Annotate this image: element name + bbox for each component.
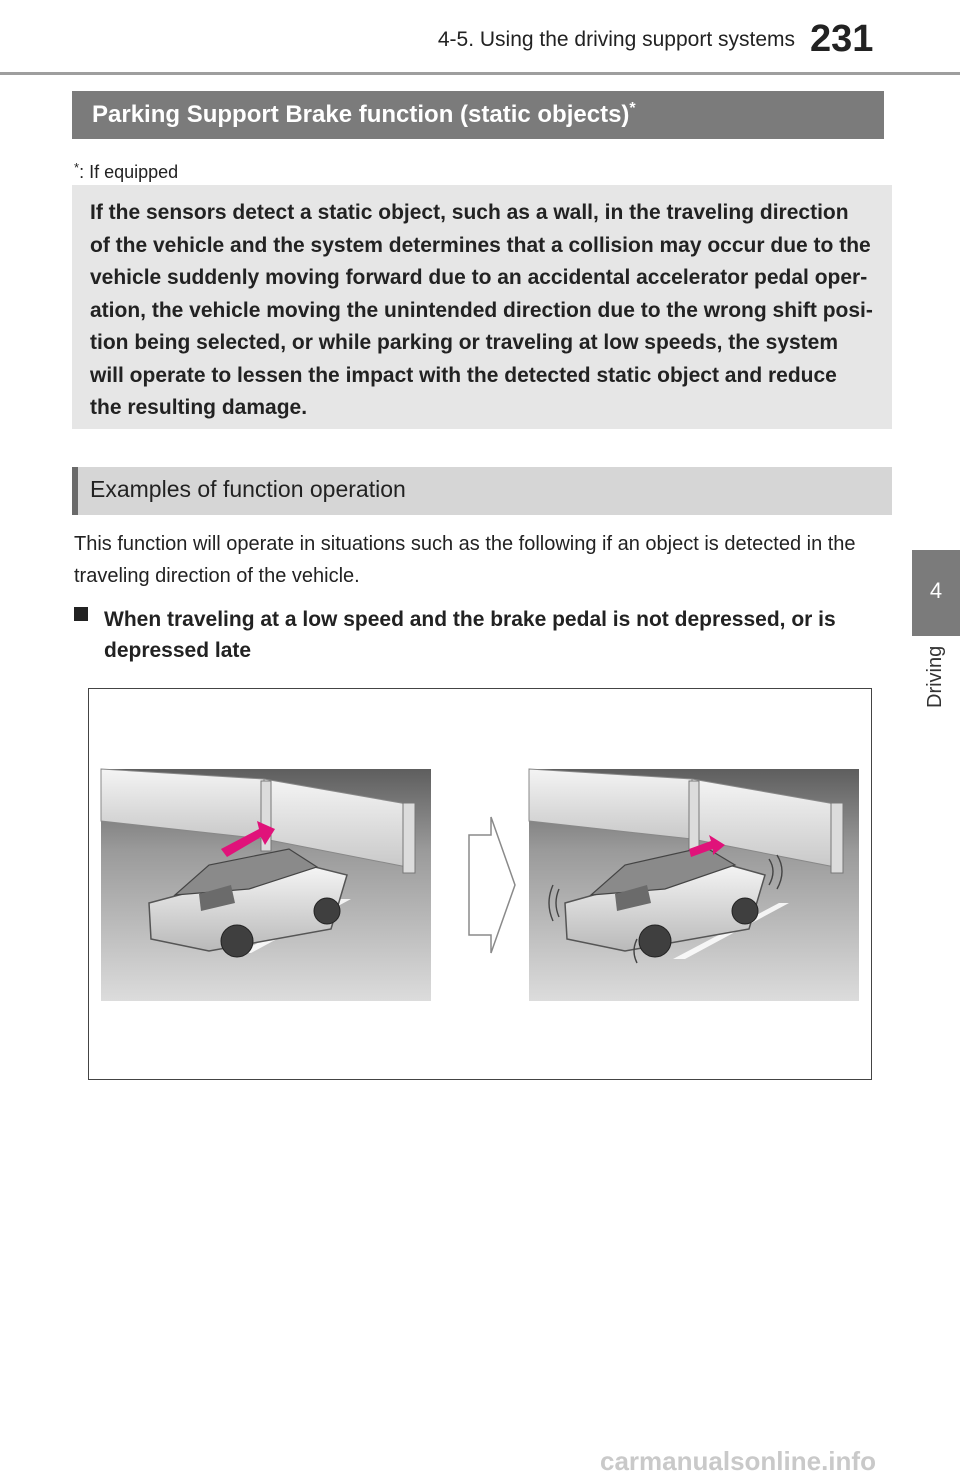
footnote-text: : If equipped — [79, 162, 179, 182]
footnote-asterisk: * — [74, 160, 80, 175]
body-paragraph: This function will operate in situations such as the following if an object is detected in the traveling direction of the vehicle. — [74, 533, 856, 587]
chapter-number: 4 — [929, 578, 943, 603]
footnote-mark: * — [629, 100, 636, 117]
subheading-bar — [72, 467, 892, 515]
illustration-frame — [88, 688, 872, 1080]
page-number: 231 — [810, 18, 874, 60]
header-rule — [0, 72, 960, 75]
intro-text: If the sensors detect a static object, such as a wall, in the traveling direction of the vehicle and the system determines that a collision may occur due to the vehicle suddenly moving forward due to an accidental accelerator pedal oper-ation, the vehicle moving the unintended direction due to the wrong shift posi-tion being selected, or while parking or traveling at low speeds, the system will operate to lessen the impact with the detected static object and reduce the resulting damage. — [90, 201, 873, 419]
transition-arrow-icon — [469, 817, 515, 953]
subheading-accent — [72, 467, 78, 515]
watermark: carmanualsonline.info — [600, 1446, 876, 1476]
car-after-icon — [529, 769, 859, 1001]
car-before-icon — [101, 769, 431, 1001]
chapter-label: Driving — [924, 646, 946, 709]
footnote — [74, 160, 178, 183]
chapter-tab — [912, 550, 960, 636]
illustration — [89, 689, 871, 1079]
section-title: 4-5. Using the driving support systems — [437, 28, 795, 51]
square-bullet-icon — [74, 607, 88, 621]
intro-box — [72, 185, 892, 429]
section-title-bar — [72, 91, 884, 139]
bullet-text: When traveling at a low speed and the brake pedal is not depressed, or is depressed late — [104, 608, 836, 662]
subheading-title: Examples of function operation — [90, 476, 406, 502]
section-heading-text: Parking Support Brake function (static objects) — [92, 101, 630, 128]
section-heading — [92, 100, 636, 129]
bullet-item — [74, 604, 864, 666]
